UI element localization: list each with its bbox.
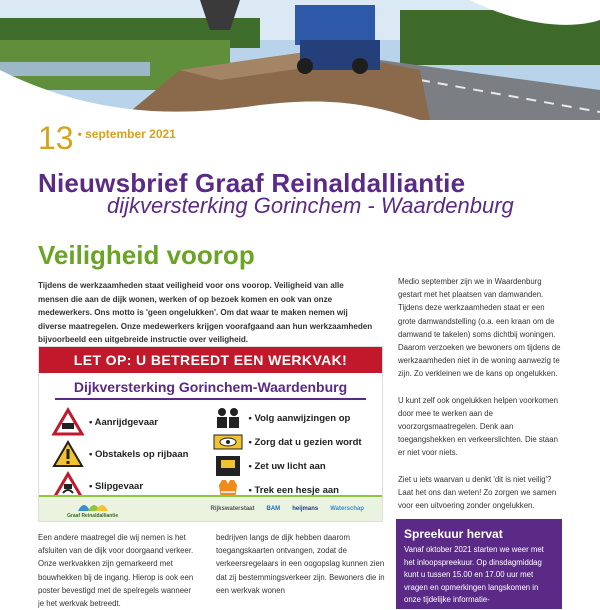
poster-hazards [51, 406, 211, 502]
paragraph: U kunt zelf ook ongelukken helpen voorkomen door mee te werken aan de voorzorgsmaatregelen. Denk aan toegangshekken en verkeerslichten. Die staan er niet voor niets. [398, 395, 558, 458]
body-column-middle: bedrijven langs de dijk hebben daarom toegangskaarten ontvangen, zodat de verkeersregelaars in een oogopslag kunnen zien dat zij bestemmingsverkeer zijn. Bewoners die in een werkvak wonen [216, 533, 385, 595]
poster-banner: LET OP: U BETREEDT EEN WERKVAK! [39, 347, 382, 373]
sponsor-logo: BAM [266, 506, 281, 512]
poster-item [51, 406, 211, 438]
warning-poster [38, 346, 383, 522]
poster-instructions [211, 406, 371, 502]
poster-item-label: • Zet uw licht aan [248, 460, 326, 472]
sponsor-logo: Waterschap [330, 506, 364, 512]
poster-title: Dijkversterking Gorinchem-Waardenburg [73, 379, 348, 395]
poster-item-label: • Aanrijdgevaar [89, 416, 158, 428]
collision-warning-icon [51, 407, 85, 437]
intro-paragraph: Tijdens de werkzaamheden staat veiligheid voor ons voorop. Veiligheid van alle mensen die aan de dijk wonen, werken of op bezoek komen en ook van onze medewerkers. Ons motto is 'geen ongelukken'. Om dat waar te maken nemen wij diverse maatregelen. Onze medewerkers krijgen voorafgaand aan hun werkzaamheden bijvoorbeeld een uitgebreide instructie over veiligheid. [38, 281, 373, 344]
newsletter-title: Nieuwsbrief Graaf Reinaldalliantie [38, 168, 466, 198]
poster-footer [39, 495, 382, 521]
sponsor-logo: Rijkswaterstaat [210, 506, 255, 512]
header-photo [0, 0, 600, 120]
paragraph: Medio september zijn we in Waardenburg gestart met het plaatsen van damwanden. Tijdens deze werkzaamheden staat er een grote damwandstelling (o.a. een kraan om de damwand te takelen) soms dichtbij woningen. Daarom verzoeken we bewoners om tijdens de werkzaamheden niet in de woning aanwezig te zijn. Zo verkleinen we de kans op ongelukken. [398, 277, 561, 379]
body-column-right [398, 275, 563, 525]
obstacle-warning-icon [51, 439, 85, 469]
poster-item-label: • Zorg dat u gezien wordt [248, 436, 362, 448]
poster-item-label: • Volg aanwijzingen op [248, 412, 351, 424]
section-heading: Veiligheid voorop [38, 240, 255, 270]
poster-item-label: • Obstakels op rijbaan [89, 448, 189, 460]
sponsor-logos [210, 506, 364, 512]
date-day: 13 [38, 120, 74, 156]
spreekuur-body: Vanaf oktober 2021 starten we weer met het inloopspreekuur. Op dinsdagmiddag kunt u tussen 15.00 en 17.00 uur met vragen en opmerkingen langskomen in onze tijdelijke informatie- [404, 545, 544, 604]
poster-item [51, 438, 211, 470]
spreekuur-box [396, 519, 562, 609]
issue-date [38, 122, 176, 154]
newsletter-subtitle: dijkversterking Gorinchem - Waardenburg [107, 193, 514, 218]
alliance-logo-text: Graaf Reinaldalliantie [67, 513, 119, 519]
alliance-logo [67, 499, 118, 519]
paragraph: Ziet u iets waarvan u denkt 'dit is niet veilig'? Laat het ons dan weten! Zo zorgen we samen voor een uitvoering zonder ongelukken. [398, 474, 557, 511]
spreekuur-heading: Spreekuur hervat [404, 527, 503, 541]
body-column-left: Een andere maatregel die wij nemen is het afsluiten van de dijk voor doorgaand verkeer. Onze werkvakken zijn gemarkeerd met bouwhekken bij de ingang. Hierop is ook een poster bevestigd met de spelregels wanneer je het werkvak betreedt. [38, 533, 194, 609]
date-month-year: • september 2021 [77, 127, 176, 141]
poster-item-label: • Trek een hesje aan [248, 484, 339, 496]
sponsor-logo: heijmans [292, 506, 319, 512]
poster-item-label: • Slipgevaar [89, 480, 144, 492]
